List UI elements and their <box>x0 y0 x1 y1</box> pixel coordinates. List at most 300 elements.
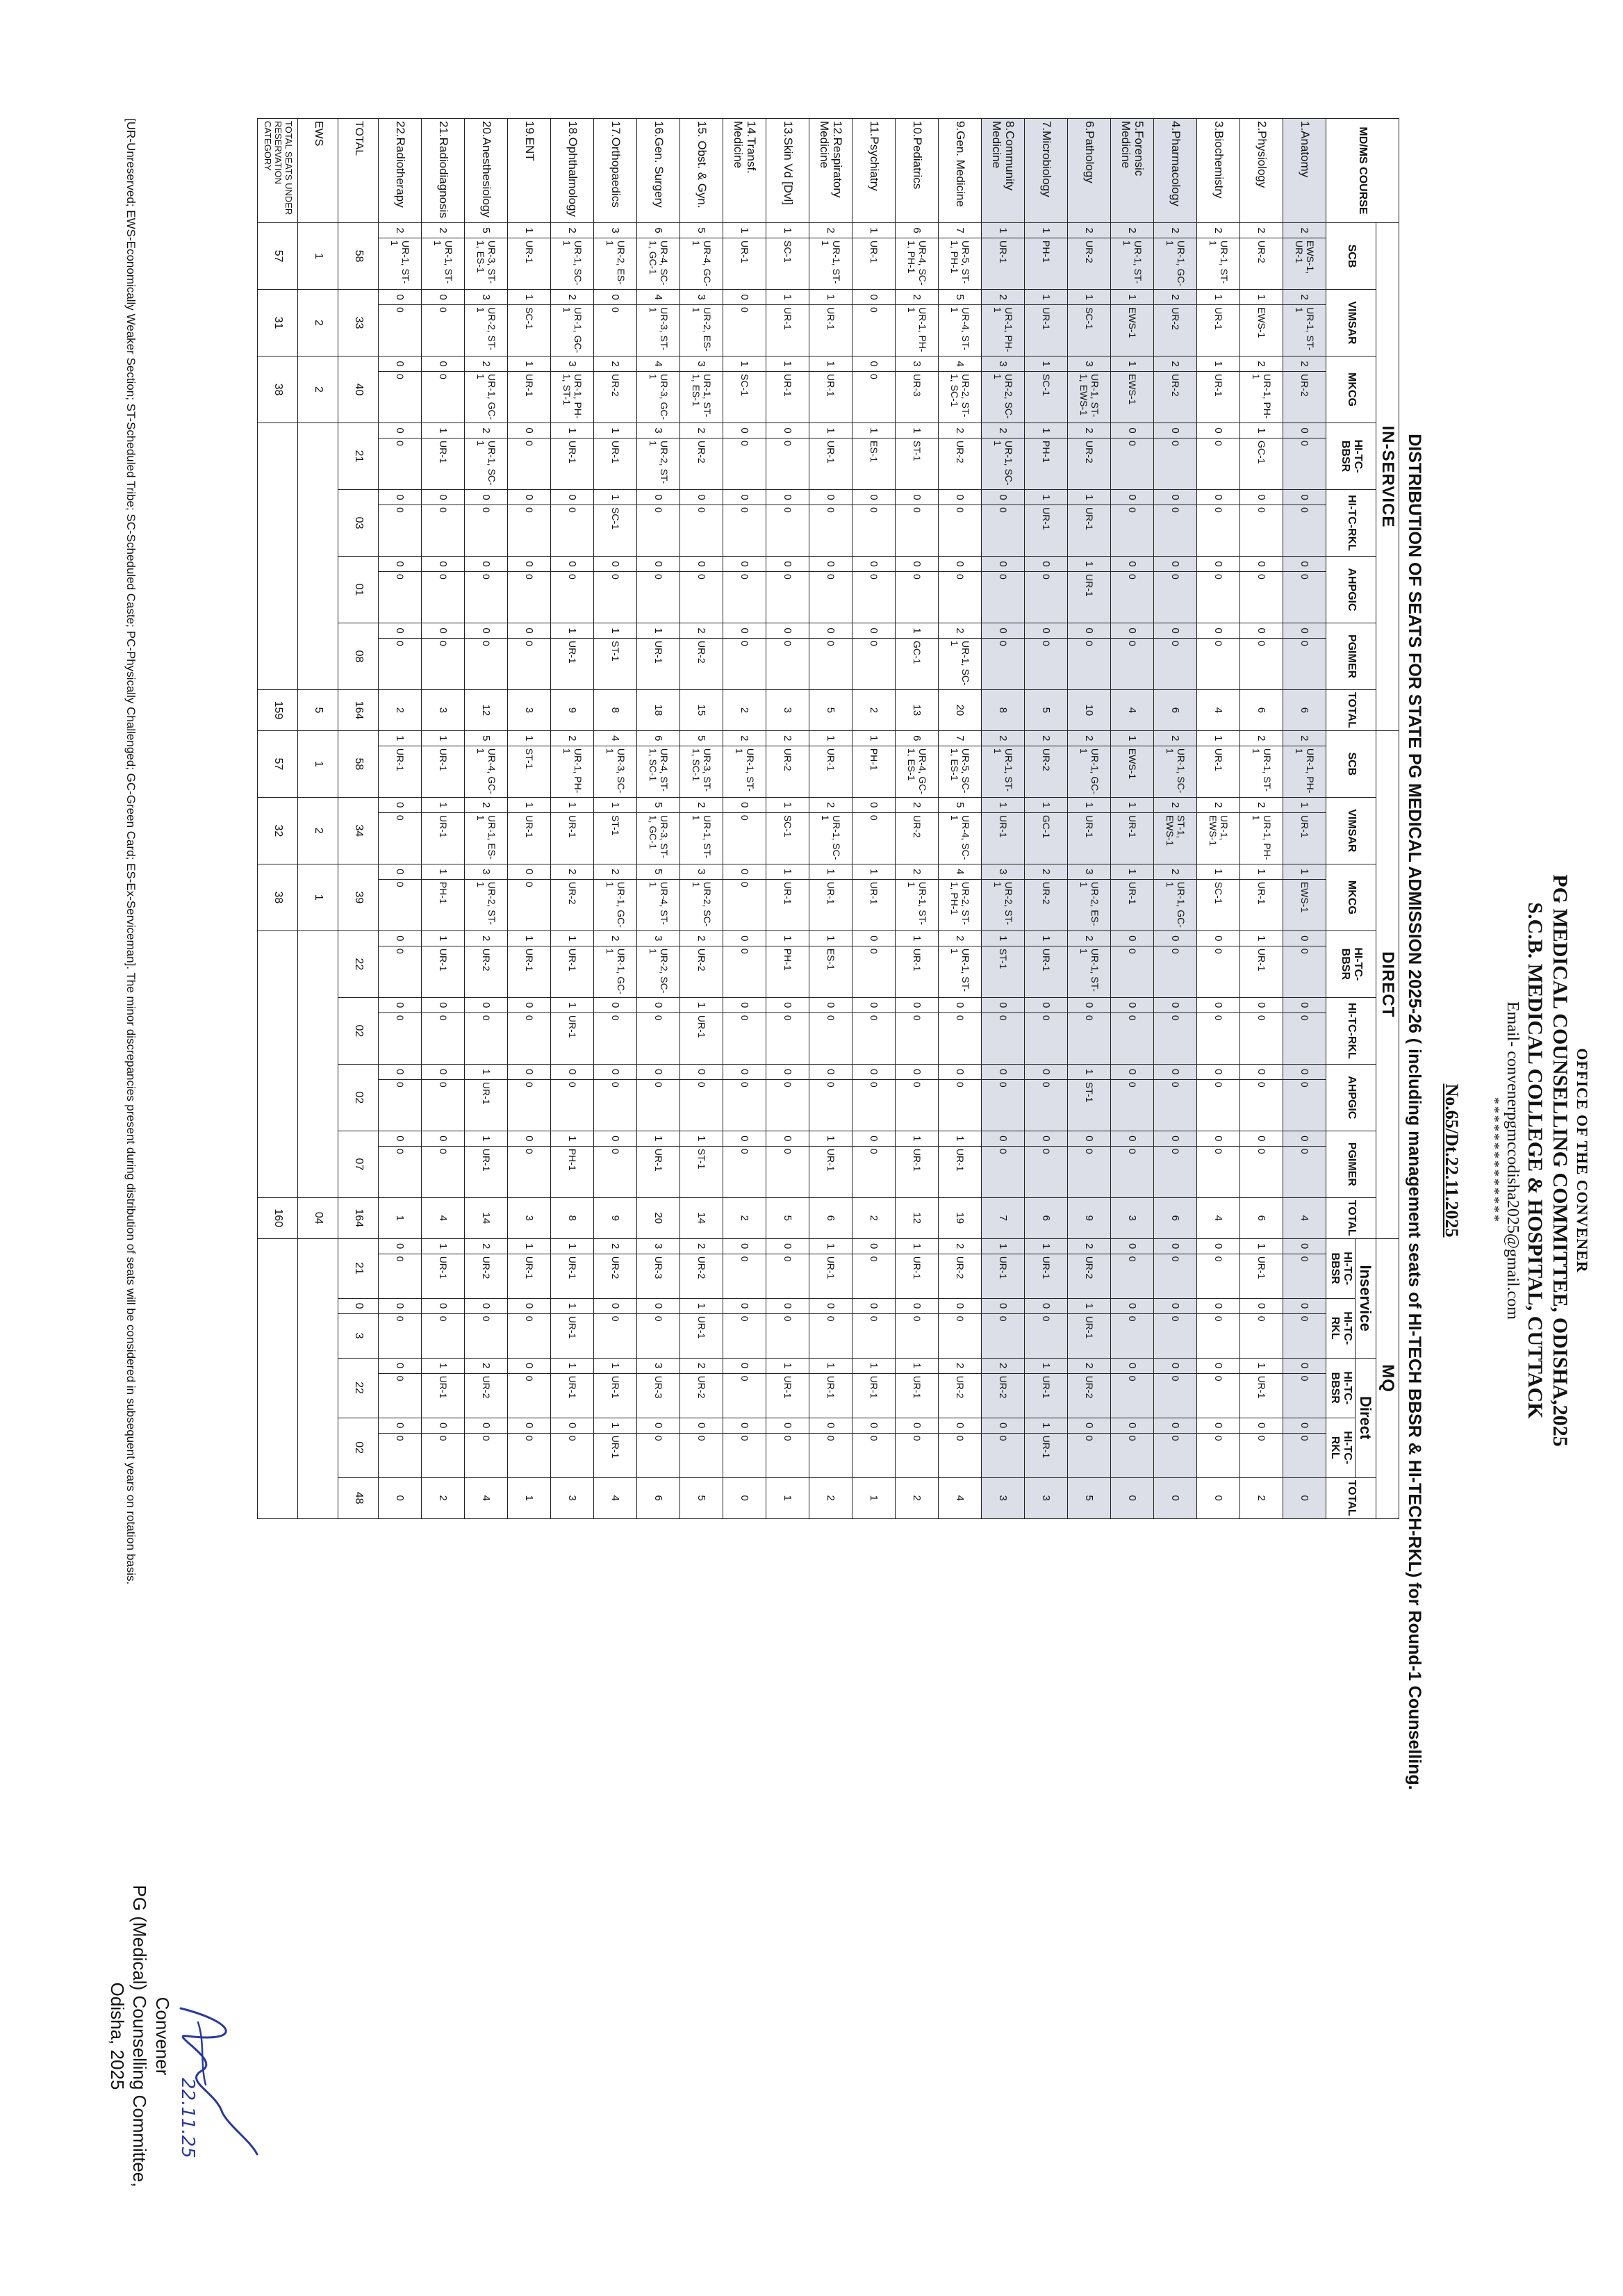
direct-seat-count: 1 <box>422 930 465 946</box>
direct-seat-category: UR-1 <box>551 1012 594 1064</box>
mq-in-bbsr-total: 21 <box>338 1238 379 1298</box>
inservice-row-total: 6 <box>1240 690 1283 731</box>
direct-seat-count: 0 <box>852 1131 896 1146</box>
inservice-seat-count: 2 <box>1283 223 1326 238</box>
inservice-seat-category: UR-1 <box>508 238 551 290</box>
inservice-seat-category: 0 <box>1283 572 1326 623</box>
direct-seat-count: 0 <box>852 930 896 946</box>
mq-seat-category: 0 <box>723 1313 766 1358</box>
inservice-seat-category: UR-1 <box>422 438 465 490</box>
inservice-college-total: 03 <box>338 490 379 557</box>
inservice-seat-count: 0 <box>379 423 422 438</box>
direct-ews-count: 1 <box>298 730 338 797</box>
mq-seat-count: 1 <box>809 1358 852 1373</box>
inservice-seat-category: UR-1, ST-1 <box>1197 238 1240 290</box>
direct-seat-category: 0 <box>594 1012 637 1064</box>
inservice-seat-count: 2 <box>379 223 422 238</box>
inservice-seat-category: UR-1 <box>723 238 766 290</box>
in-scb-header: SCB <box>1326 223 1376 290</box>
inservice-seat-count: 1 <box>1240 290 1283 305</box>
mq-seat-category: 0 <box>982 1313 1025 1358</box>
inservice-seat-category: UR-1, PH-1, ST-1 <box>551 372 594 423</box>
inservice-seat-count: 0 <box>1154 423 1197 438</box>
inservice-seat-category: 0 <box>1240 505 1283 557</box>
mq-row-total: 3 <box>982 1477 1025 1518</box>
signature-title: Convener <box>152 1996 173 2076</box>
inservice-seat-category: UR-1 <box>594 438 637 490</box>
direct-seat-count: 0 <box>1154 1064 1197 1079</box>
direct-seat-category: UR-2, SC-1 <box>637 946 680 997</box>
inservice-seat-category: PH-1 <box>1025 438 1068 490</box>
direct-seat-category: 0 <box>939 1012 982 1064</box>
mq-seat-count: 0 <box>508 1298 551 1313</box>
mq-seat-category: 0 <box>1154 1433 1197 1477</box>
table-row <box>465 119 508 1519</box>
dir-scb-header: SCB <box>1326 730 1376 797</box>
inservice-seat-count: 0 <box>422 356 465 372</box>
inservice-seat-category: UR-1, SC-1 <box>551 238 594 290</box>
direct-seat-count: 0 <box>982 997 1025 1012</box>
mq-row-total: 3 <box>551 1477 594 1518</box>
mq-seat-category: 0 <box>1197 1313 1240 1358</box>
inservice-seat-count: 0 <box>379 290 422 305</box>
dir-vimsar-header: VIMSAR <box>1326 797 1376 864</box>
inservice-seat-count: 0 <box>1111 490 1154 505</box>
total-row <box>338 119 379 1519</box>
mq-seat-category: UR-1 <box>982 1254 1025 1298</box>
inservice-row-total: 6 <box>1283 690 1326 731</box>
mq-row-total: 0 <box>379 1477 422 1518</box>
direct-seat-category: UR-2 <box>1025 879 1068 930</box>
inservice-seat-count: 4 <box>637 356 680 372</box>
committee-title: PG MEDICAL COUNSELLING COMMITTEE, ODISHA,2025 <box>1549 874 1572 1447</box>
direct-seat-count: 2 <box>594 930 637 946</box>
mq-seat-category: 0 <box>1111 1313 1154 1358</box>
inservice-seat-category: UR-1, PH-1 <box>1240 372 1283 423</box>
direct-seat-category: PH-1 <box>766 946 809 997</box>
direct-seat-category: UR-1 <box>1240 879 1283 930</box>
direct-seat-count: 0 <box>1154 1131 1197 1146</box>
inservice-seat-category: 0 <box>422 305 465 356</box>
direct-seat-count: 0 <box>1111 1064 1154 1079</box>
direct-seat-count: 1 <box>1240 864 1283 879</box>
empty-cell <box>298 423 338 690</box>
mq-seat-count: 1 <box>508 1238 551 1254</box>
direct-seat-count: 0 <box>508 997 551 1012</box>
direct-seat-count: 2 <box>1025 864 1068 879</box>
inservice-seat-category: UR-2 <box>1068 238 1111 290</box>
inservice-seat-category: 0 <box>508 505 551 557</box>
mq-seat-count: 1 <box>1025 1418 1068 1433</box>
inservice-seat-count: 1 <box>896 423 939 438</box>
mq-seat-count: 0 <box>1111 1298 1154 1313</box>
inservice-seat-category: 0 <box>809 639 852 690</box>
direct-seat-category: 0 <box>1111 946 1154 997</box>
inservice-seat-count: 0 <box>637 557 680 572</box>
inservice-seat-count: 0 <box>422 490 465 505</box>
mq-seat-category: 0 <box>982 1433 1025 1477</box>
course-name: 6.Pathology <box>1068 119 1111 223</box>
inservice-seat-count: 0 <box>508 623 551 639</box>
direct-seat-category: 0 <box>1283 1146 1326 1197</box>
direct-seat-category: UR-1 <box>809 1146 852 1197</box>
inservice-row-total: 2 <box>379 690 422 731</box>
inservice-seat-count: 3 <box>465 290 508 305</box>
direct-seat-category: UR-2 <box>551 879 594 930</box>
inservice-seat-category: 0 <box>1025 572 1068 623</box>
mq-seat-count: 2 <box>680 1238 723 1254</box>
inservice-college-total: 21 <box>338 423 379 490</box>
direct-college-total: 02 <box>338 1064 379 1131</box>
direct-seat-count: 2 <box>896 864 939 879</box>
direct-seat-category: 0 <box>1111 1079 1154 1131</box>
inservice-seat-category: 0 <box>852 372 896 423</box>
direct-seat-count: 0 <box>1197 997 1240 1012</box>
mq-seat-count: 0 <box>508 1358 551 1373</box>
inservice-seat-category: UR-1 <box>551 639 594 690</box>
inservice-seat-category: UR-1, ST-1 <box>422 238 465 290</box>
inservice-seat-count: 0 <box>982 557 1025 572</box>
direct-seat-category: 0 <box>379 879 422 930</box>
inservice-seat-category: SC-1 <box>723 372 766 423</box>
inservice-seat-category: 0 <box>508 639 551 690</box>
inservice-seat-category: 0 <box>637 505 680 557</box>
mq-inservice-header: Inservice <box>1356 1238 1376 1358</box>
direct-seat-category: 0 <box>1240 1079 1283 1131</box>
mq-total-header: TOTAL <box>1326 1477 1376 1518</box>
inservice-seat-count: 0 <box>379 623 422 639</box>
dir-ahpgic-header: AHPGIC <box>1326 1064 1376 1131</box>
inservice-seat-category: 0 <box>1283 438 1326 490</box>
mq-row-total: 1 <box>766 1477 809 1518</box>
direct-seat-category: 0 <box>508 1012 551 1064</box>
direct-seat-category: ST-1 <box>680 1146 723 1197</box>
inservice-seat-category: UR-1 <box>809 372 852 423</box>
direct-seat-category: 0 <box>982 1012 1025 1064</box>
mq-seat-category: UR-1 <box>896 1254 939 1298</box>
mq-seat-category: 0 <box>637 1433 680 1477</box>
inservice-seat-count: 2 <box>1154 356 1197 372</box>
direct-college-total: 39 <box>338 864 379 930</box>
direct-seat-count: 1 <box>1068 1064 1111 1079</box>
mq-seat-count: 0 <box>465 1418 508 1433</box>
inservice-seat-category: 0 <box>422 372 465 423</box>
direct-seat-category: 0 <box>766 1146 809 1197</box>
direct-seat-category: 0 <box>551 1079 594 1131</box>
direct-seat-category: 0 <box>1283 1079 1326 1131</box>
table-row <box>594 119 637 1519</box>
direct-seat-category: 0 <box>1283 1012 1326 1064</box>
inservice-seat-count: 0 <box>594 557 637 572</box>
inservice-seat-count: 2 <box>939 623 982 639</box>
inservice-seat-category: UR-1 <box>1068 572 1111 623</box>
mq-seat-count: 0 <box>1197 1298 1240 1313</box>
inservice-seat-category: 0 <box>1197 505 1240 557</box>
mq-seat-category: UR-1 <box>508 1254 551 1298</box>
inservice-seat-count: 3 <box>896 356 939 372</box>
direct-seat-count: 3 <box>465 864 508 879</box>
mq-seat-category: UR-1 <box>1025 1433 1068 1477</box>
inservice-seat-count: 0 <box>1197 490 1240 505</box>
inservice-college-total: 08 <box>338 623 379 690</box>
mq-seat-count: 0 <box>1111 1238 1154 1254</box>
direct-seat-count: 2 <box>766 730 809 746</box>
inservice-seat-category: EWS-1, UR-1 <box>1283 238 1326 290</box>
inservice-seat-count: 0 <box>939 490 982 505</box>
dir-pgimer-header: PGIMER <box>1326 1131 1376 1197</box>
mq-seat-count: 0 <box>1283 1358 1326 1373</box>
direct-seat-category: UR-4, SC-1 <box>939 812 982 864</box>
direct-seat-category: UR-3, SC-1 <box>594 746 637 797</box>
inservice-seat-count: 3 <box>1068 356 1111 372</box>
inservice-seat-category: 0 <box>896 505 939 557</box>
inservice-seat-category: 0 <box>379 639 422 690</box>
direct-seat-count: 1 <box>1197 730 1240 746</box>
direct-seat-category: UR-1 <box>939 1146 982 1197</box>
mq-grand-total: 48 <box>338 1477 379 1518</box>
mq-seat-category: 0 <box>896 1433 939 1477</box>
handwritten-signature <box>160 1994 264 2161</box>
direct-row-total: 6 <box>1154 1197 1197 1238</box>
inservice-seat-category: UR-1 <box>852 238 896 290</box>
inservice-seat-count: 2 <box>422 223 465 238</box>
inservice-seat-category: 0 <box>508 438 551 490</box>
inservice-seat-category: UR-1, GC-1 <box>551 305 594 356</box>
mq-seat-count: 0 <box>1283 1238 1326 1254</box>
mq-seat-count: 0 <box>1025 1298 1068 1313</box>
inservice-seat-count: 0 <box>852 490 896 505</box>
mq-row-total: 1 <box>508 1477 551 1518</box>
direct-seat-count: 0 <box>1025 1064 1068 1079</box>
direct-reserved-count: 57 <box>258 730 298 797</box>
mq-seat-category: UR-3 <box>637 1254 680 1298</box>
mq-seat-category: 0 <box>852 1433 896 1477</box>
direct-seat-category: 0 <box>1154 1012 1197 1064</box>
direct-seat-category: 0 <box>508 1146 551 1197</box>
inservice-seat-count: 0 <box>422 623 465 639</box>
mq-seat-count: 1 <box>594 1418 637 1433</box>
inservice-seat-count: 4 <box>637 290 680 305</box>
inservice-seat-count: 2 <box>1068 223 1111 238</box>
rotated-document <box>83 104 1591 2217</box>
inservice-row-total: 10 <box>1068 690 1111 731</box>
inservice-seat-category: 0 <box>982 639 1025 690</box>
in-mkcg-header: MKCG <box>1326 356 1376 423</box>
direct-seat-category: 0 <box>1025 1012 1068 1064</box>
mq-seat-category: UR-2 <box>465 1254 508 1298</box>
direct-ews-total: 04 <box>298 1197 338 1238</box>
direct-seat-category: 0 <box>1154 1146 1197 1197</box>
inservice-seat-count: 1 <box>422 423 465 438</box>
direct-seat-category: UR-1 <box>551 812 594 864</box>
direct-seat-count: 0 <box>1197 1131 1240 1146</box>
inservice-seat-count: 0 <box>982 623 1025 639</box>
mq-seat-count: 1 <box>551 1298 594 1313</box>
direct-seat-category: UR-1, GC-1 <box>1068 746 1111 797</box>
direct-seat-count: 1 <box>1111 730 1154 746</box>
course-name: 22.Radiotherapy <box>379 119 422 223</box>
direct-seat-category: UR-1 <box>551 946 594 997</box>
mq-seat-category: UR-1 <box>1068 1313 1111 1358</box>
mq-row-total: 4 <box>939 1477 982 1518</box>
inservice-seat-category: PH-1 <box>1025 238 1068 290</box>
direct-seat-category: 0 <box>723 1079 766 1131</box>
direct-seat-count: 0 <box>551 1064 594 1079</box>
mq-seat-category: 0 <box>1197 1373 1240 1418</box>
table-row <box>508 119 551 1519</box>
inservice-seat-count: 1 <box>766 290 809 305</box>
direct-seat-category: UR-2 <box>680 946 723 997</box>
inservice-row-total: 3 <box>766 690 809 731</box>
direct-seat-category: UR-1 <box>1283 812 1326 864</box>
direct-seat-category: UR-1 <box>1111 812 1154 864</box>
mq-section-header: MQ <box>1376 1238 1399 1518</box>
inservice-seat-category: 0 <box>766 639 809 690</box>
inservice-college-total: 33 <box>338 290 379 356</box>
inservice-row-total: 15 <box>680 690 723 731</box>
direct-seat-count: 0 <box>766 1131 809 1146</box>
inservice-row-total: 18 <box>637 690 680 731</box>
direct-seat-category: UR-1 <box>896 946 939 997</box>
direct-seat-count: 0 <box>1197 930 1240 946</box>
direct-seat-count: 0 <box>1283 930 1326 946</box>
course-name: 11.Psychiatry <box>852 119 896 223</box>
inservice-seat-category: UR-2, SC-1 <box>982 372 1025 423</box>
direct-seat-category: 0 <box>465 1012 508 1064</box>
direct-seat-category: 0 <box>809 1012 852 1064</box>
inservice-seat-category: 0 <box>723 639 766 690</box>
inservice-seat-count: 2 <box>551 290 594 305</box>
direct-ews-count: 2 <box>298 797 338 864</box>
inservice-seat-category: EWS-1 <box>1240 305 1283 356</box>
inservice-seat-category: 0 <box>939 505 982 557</box>
mq-seat-category: 0 <box>551 1433 594 1477</box>
mq-seat-category: 0 <box>1197 1254 1240 1298</box>
inservice-seat-category: 0 <box>1283 639 1326 690</box>
direct-seat-category: 0 <box>1197 1079 1240 1131</box>
direct-seat-count: 2 <box>896 797 939 812</box>
direct-seat-category: UR-1, EWS-1 <box>1197 812 1240 864</box>
direct-seat-category: UR-2 <box>766 746 809 797</box>
direct-seat-count: 0 <box>982 1064 1025 1079</box>
mq-seat-count: 2 <box>1068 1358 1111 1373</box>
mq-row-total: 2 <box>422 1477 465 1518</box>
course-name: 17.Orthopaedics <box>594 119 637 223</box>
inservice-seat-count: 0 <box>379 356 422 372</box>
inservice-seat-category: 0 <box>1283 505 1326 557</box>
inservice-seat-count: 1 <box>1025 290 1068 305</box>
ews-label: EWS <box>298 119 338 223</box>
mq-seat-count: 1 <box>1025 1358 1068 1373</box>
direct-seat-count: 0 <box>852 797 896 812</box>
in-pgimer-header: PGIMER <box>1326 623 1376 690</box>
mq-seat-category: 0 <box>852 1313 896 1358</box>
inservice-seat-count: 0 <box>1197 557 1240 572</box>
mq-seat-count: 2 <box>982 1358 1025 1373</box>
direct-seat-count: 1 <box>551 997 594 1012</box>
inservice-seat-category: 0 <box>852 639 896 690</box>
direct-seat-category: UR-2 <box>465 946 508 997</box>
direct-seat-category: 0 <box>766 1012 809 1064</box>
direct-seat-category: 0 <box>1240 1146 1283 1197</box>
inservice-seat-category: UR-4, SC-1, GC-1 <box>637 238 680 290</box>
mq-row-total: 3 <box>1025 1477 1068 1518</box>
course-name: 20.Anesthesiology <box>465 119 508 223</box>
inservice-seat-count: 0 <box>508 490 551 505</box>
inservice-seat-count: 0 <box>637 490 680 505</box>
direct-seat-category: UR-1, ST-1 <box>680 812 723 864</box>
mq-seat-count: 0 <box>1111 1358 1154 1373</box>
direct-row-total: 4 <box>422 1197 465 1238</box>
direct-seat-count: 1 <box>939 1131 982 1146</box>
direct-seat-count: 1 <box>852 864 896 879</box>
direct-seat-category: UR-1, SC-1 <box>1154 746 1197 797</box>
inservice-seat-category: UR-1, SC-1 <box>982 438 1025 490</box>
inservice-seat-category: 0 <box>982 572 1025 623</box>
inservice-row-total: 4 <box>1111 690 1154 731</box>
course-name: 1.Anatomy <box>1283 119 1326 223</box>
inservice-seat-category: UR-1 <box>508 372 551 423</box>
direct-seat-count: 5 <box>939 797 982 812</box>
direct-seat-count: 0 <box>1111 930 1154 946</box>
direct-seat-count: 2 <box>1240 797 1283 812</box>
direct-seat-count: 0 <box>896 997 939 1012</box>
mq-seat-count: 1 <box>594 1358 637 1373</box>
direct-seat-category: UR-4, GC-1, ES-1 <box>896 746 939 797</box>
inservice-reserved-total: 159 <box>258 690 298 731</box>
inservice-seat-category: SC-1 <box>1025 372 1068 423</box>
direct-seat-category: 0 <box>982 1079 1025 1131</box>
inservice-seat-category: SC-1 <box>766 238 809 290</box>
direct-seat-count: 1 <box>551 797 594 812</box>
direct-seat-category: UR-1 <box>508 946 551 997</box>
mq-seat-category: 0 <box>723 1433 766 1477</box>
inservice-seat-count: 1 <box>982 223 1025 238</box>
mq-seat-category: 0 <box>508 1313 551 1358</box>
inservice-seat-count: 1 <box>809 423 852 438</box>
direct-row-total: 3 <box>508 1197 551 1238</box>
mq-seat-count: 2 <box>1068 1238 1111 1254</box>
inservice-row-total: 5 <box>1025 690 1068 731</box>
direct-seat-count: 2 <box>465 797 508 812</box>
direct-seat-category: UR-2, ST-1 <box>982 879 1025 930</box>
direct-seat-category: 0 <box>809 1079 852 1131</box>
direct-seat-category: UR-1 <box>422 946 465 997</box>
mq-seat-count: 0 <box>379 1238 422 1254</box>
direct-row-total: 12 <box>896 1197 939 1238</box>
direct-seat-category: 0 <box>508 1079 551 1131</box>
mq-seat-category: 0 <box>766 1313 809 1358</box>
direct-seat-count: 1 <box>637 1131 680 1146</box>
direct-seat-category: UR-1, ST-1 <box>1068 946 1111 997</box>
inservice-seat-category: UR-2 <box>1068 438 1111 490</box>
inservice-row-total: 4 <box>1197 690 1240 731</box>
mq-seat-category: 0 <box>1025 1313 1068 1358</box>
inservice-row-total: 8 <box>982 690 1025 731</box>
mq-seat-category: 0 <box>766 1254 809 1298</box>
inservice-seat-category: 0 <box>723 572 766 623</box>
table-row <box>1154 119 1197 1519</box>
inservice-seat-category: 0 <box>1068 639 1111 690</box>
direct-seat-count: 0 <box>1197 1064 1240 1079</box>
mq-seat-category: UR-1 <box>680 1313 723 1358</box>
inservice-seat-count: 0 <box>1240 557 1283 572</box>
direct-seat-category: UR-1 <box>637 1146 680 1197</box>
in-hitc-bbsr-header: HI-TC-BBSR <box>1326 423 1376 490</box>
direct-seat-category: UR-4, GC-1 <box>465 746 508 797</box>
inservice-college-total: 58 <box>338 223 379 290</box>
inservice-seat-count: 2 <box>1154 223 1197 238</box>
